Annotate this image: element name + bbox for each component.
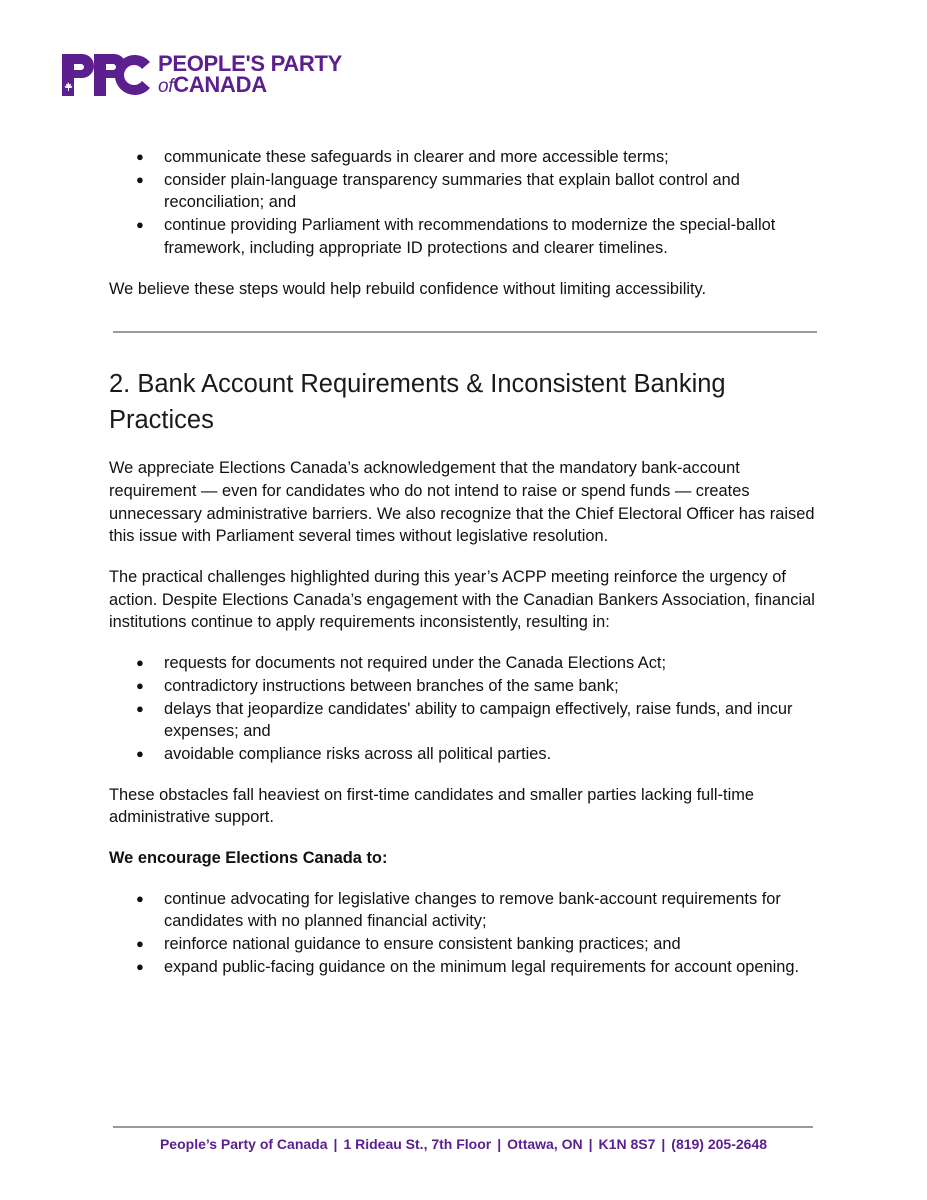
recommendations-list bbox=[109, 888, 821, 979]
logo-line-2 bbox=[158, 74, 342, 97]
bullet-icon: ● bbox=[136, 890, 144, 906]
list-item: ● communicate these safeguards in clearer and more accessible terms; bbox=[109, 146, 821, 169]
footer-address: 1 Rideau St., 7th Floor bbox=[343, 1136, 492, 1152]
section2-para2: The practical challenges highlighted during this year’s ACPP meeting reinforce the urgency of action. Despite Elections Canada’s engagement with the Canadian Bankers Association, financial institutions continue to apply requirements inconsistently, resulting in: bbox=[109, 568, 815, 632]
section2-para3: These obstacles fall heaviest on first-time candidates and smaller parties lacking full-time administrative support. bbox=[109, 785, 754, 827]
bullet-icon: ● bbox=[136, 745, 144, 761]
footer-city: Ottawa, ON bbox=[507, 1136, 583, 1152]
bullet-icon: ● bbox=[136, 655, 144, 671]
list-item: ● continue advocating for legislative changes to remove bank-account requirements for candidates with no planned financial activity; bbox=[136, 889, 781, 931]
footer-divider bbox=[113, 1126, 813, 1128]
list-item: ● consider plain-language transparency summaries that explain ballot control and reconciliation; and bbox=[136, 170, 740, 212]
list-item: ● delays that jeopardize candidates' ability to campaign effectively, raise funds, and incur expenses; and bbox=[136, 699, 793, 741]
safeguards-list bbox=[109, 146, 821, 260]
encourage-label: We encourage Elections Canada to: bbox=[109, 849, 388, 868]
footer-party-name: People’s Party of Canada bbox=[159, 1136, 328, 1152]
bullet-icon: ● bbox=[136, 936, 144, 952]
list-item: ● avoidable compliance risks across all political parties. bbox=[109, 743, 821, 766]
party-logo bbox=[60, 52, 342, 98]
bullet-icon: ● bbox=[136, 700, 144, 716]
bullet-icon: ● bbox=[136, 217, 144, 233]
document-body bbox=[109, 146, 821, 979]
section1-closing: We believe these steps would help rebuild confidence without limiting accessibility. bbox=[109, 279, 707, 298]
bullet-icon: ● bbox=[136, 958, 144, 974]
list-item: ● contradictory instructions between branches of the same bank; bbox=[109, 675, 821, 698]
logo-of: of bbox=[158, 76, 174, 97]
bullet-icon: ● bbox=[136, 171, 144, 187]
list-item: ● reinforce national guidance to ensure consistent banking practices; and bbox=[109, 933, 821, 956]
ppc-monogram-icon bbox=[60, 52, 152, 98]
issues-list bbox=[109, 652, 821, 766]
section-divider bbox=[113, 331, 817, 333]
list-item: ● expand public-facing guidance on the minimum legal requirements for account opening. bbox=[109, 956, 821, 979]
logo-wordmark bbox=[158, 53, 342, 97]
section2-para1: We appreciate Elections Canada’s acknowledgement that the mandatory bank-account requirement — even for candidates who do not intend to raise or spend funds — creates unnecessary administrative barriers. We also recognize that the Chief Electoral Officer has raised this issue with Parliament several times without legislative resolution. bbox=[109, 459, 815, 546]
logo-canada: CANADA bbox=[173, 72, 267, 97]
footer-postal: K1N 8S7 bbox=[598, 1136, 656, 1152]
page-footer: People’s Party of Canada | 1 Rideau St., 7th Floor | Ottawa, ON | K1N 8S7 | (819) 205-2648 bbox=[159, 1136, 768, 1152]
list-item: ● requests for documents not required under the Canada Elections Act; bbox=[109, 652, 821, 675]
bullet-icon: ● bbox=[136, 149, 144, 164]
logo-line-1: PEOPLE'S PARTY bbox=[158, 51, 342, 76]
section2-heading: 2. Bank Account Requirements & Inconsistent Banking Practices bbox=[109, 370, 726, 435]
footer-phone: (819) 205-2648 bbox=[671, 1136, 768, 1152]
list-item: ● continue providing Parliament with recommendations to modernize the special-ballot framework, including appropriate ID protections and clearer timelines. bbox=[136, 216, 776, 257]
bullet-icon: ● bbox=[136, 677, 144, 693]
